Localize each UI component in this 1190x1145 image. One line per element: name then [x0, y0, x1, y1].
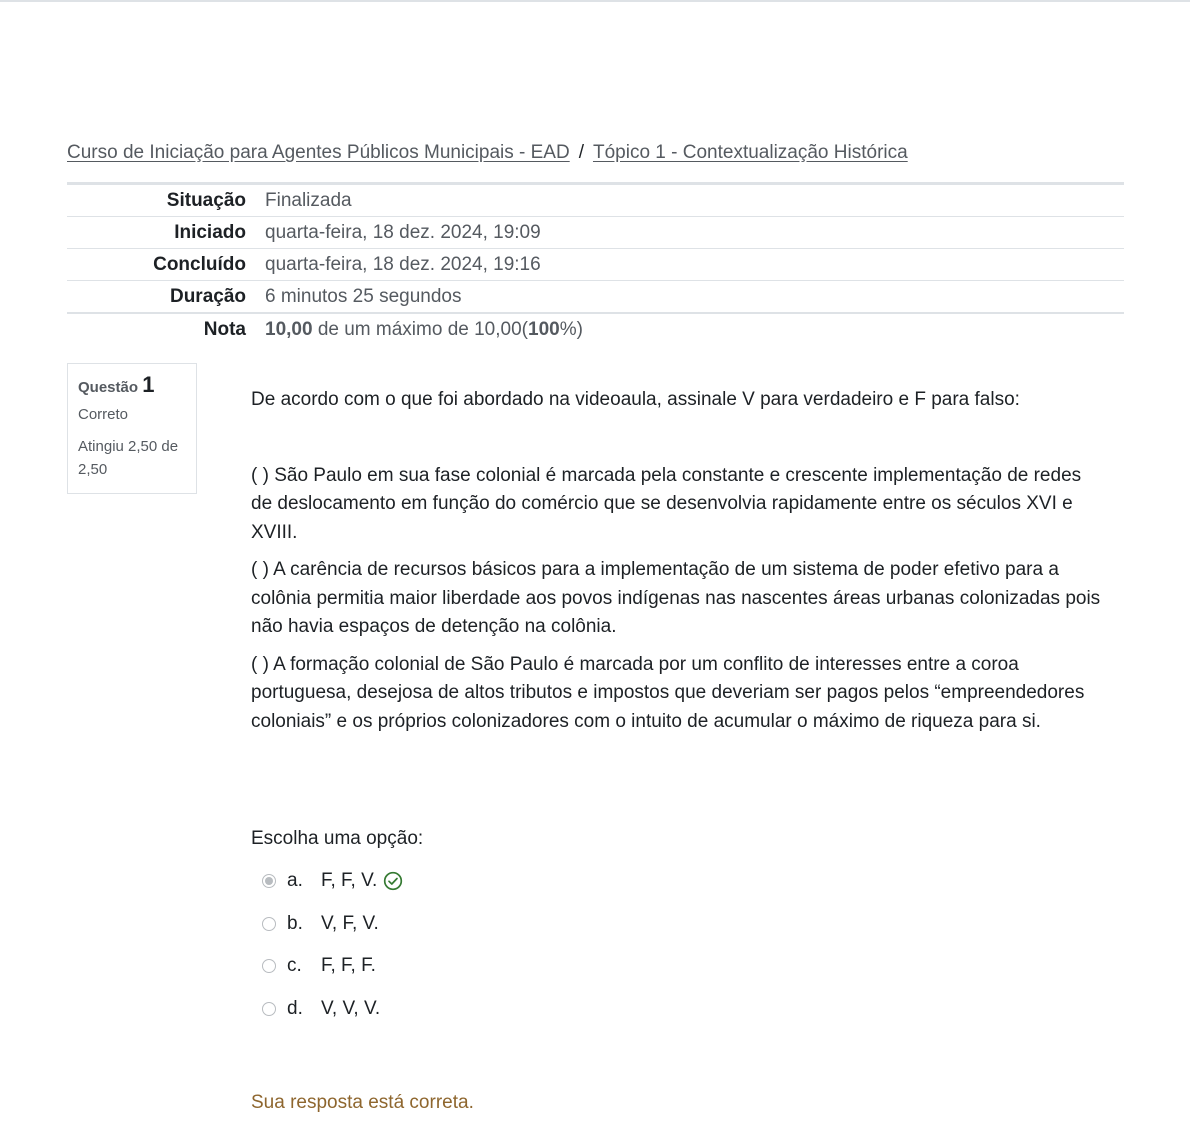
summary-row-nota [67, 314, 1124, 345]
grade-percent: 100 [528, 318, 560, 340]
grade-percent-suffix: %) [559, 318, 583, 340]
attempt-summary-table [67, 182, 1124, 345]
option-letter: a. [287, 870, 303, 891]
answer-options [262, 866, 403, 1036]
summary-value: 6 minutos 25 segundos [265, 285, 462, 307]
radio-button[interactable] [262, 917, 276, 931]
breadcrumb-separator: / [578, 142, 584, 163]
question-number [78, 372, 186, 398]
option-text: V, F, V. [321, 912, 379, 934]
summary-row-duracao [67, 281, 1124, 314]
question-statement: ( ) A formação colonial de São Paulo é marcada por um conflito de interesses entre a coroa portuguesa, desejosa de altos tributos e impostos que deveriam ser pagos pelos “empreendedores coloniais” e os próprios colonizadores com o intuito de acumular o máximo de riqueza para si. [251, 653, 1085, 732]
summary-row-iniciado [67, 217, 1124, 249]
answer-prompt: Escolha uma opção: [251, 828, 424, 849]
option-text: V, V, V. [321, 997, 381, 1019]
answer-option-d[interactable] [262, 994, 403, 1024]
summary-value: quarta-feira, 18 dez. 2024, 19:16 [265, 253, 541, 275]
option-letter: c. [287, 955, 302, 976]
answer-option-c[interactable] [262, 951, 403, 981]
summary-value-grade [265, 319, 583, 341]
radio-button[interactable] [262, 874, 276, 888]
summary-label: Nota [203, 318, 246, 340]
option-text: F, F, F. [321, 955, 376, 976]
answer-feedback: Sua resposta está correta. [251, 1092, 474, 1113]
question-statement: ( ) A carência de recursos básicos para a implementação de um sistema de poder efetivo para a colônia permitia maior liberdade aos povos indígenas nas nascentes áreas urbanas colonizadas pois não havia espaços de detenção na colônia. [251, 559, 1101, 637]
question-state: Correto [78, 406, 129, 423]
radio-button[interactable] [262, 959, 276, 973]
breadcrumb [67, 142, 908, 164]
summary-value: quarta-feira, 18 dez. 2024, 19:09 [265, 221, 541, 243]
question-statement: ( ) São Paulo em sua fase colonial é marcada pela constante e crescente implementação de redes de deslocamento em função do comércio que se desenvolvia rapidamente entre os séculos XVI e XVIII. [251, 464, 1082, 543]
option-letter: b. [287, 912, 303, 934]
summary-label: Duração [169, 285, 246, 307]
summary-value: Finalizada [265, 189, 352, 211]
option-text: F, F, V. [321, 870, 378, 891]
answer-option-b[interactable] [262, 909, 403, 939]
question-intro: De acordo com o que foi abordado na videoaula, assinale V para verdadeiro e F para falso: [251, 389, 1020, 410]
answer-option-a[interactable] [262, 866, 403, 896]
summary-label: Iniciado [174, 221, 246, 243]
question-grade: Atingiu 2,50 de 2,50 [78, 438, 179, 478]
summary-row-situacao [67, 185, 1124, 217]
grade-max-text: de um máximo de 10,00( [312, 318, 528, 340]
top-divider [0, 0, 1190, 2]
check-circle-icon [383, 871, 403, 891]
summary-label: Situação [166, 189, 246, 211]
question-number-value: 1 [142, 372, 155, 397]
breadcrumb-course-link[interactable]: Curso de Iniciação para Agentes Públicos Municipais - EAD [67, 142, 570, 163]
summary-label: Concluído [153, 253, 246, 275]
option-letter: d. [287, 997, 303, 1019]
question-label: Questão [78, 379, 139, 396]
question-text [251, 386, 1101, 745]
breadcrumb-topic-link[interactable]: Tópico 1 - Contextualização Histórica [592, 142, 908, 163]
summary-row-concluido [67, 249, 1124, 281]
grade-score: 10,00 [265, 318, 313, 340]
radio-button[interactable] [262, 1002, 276, 1016]
question-info-box [67, 363, 197, 494]
